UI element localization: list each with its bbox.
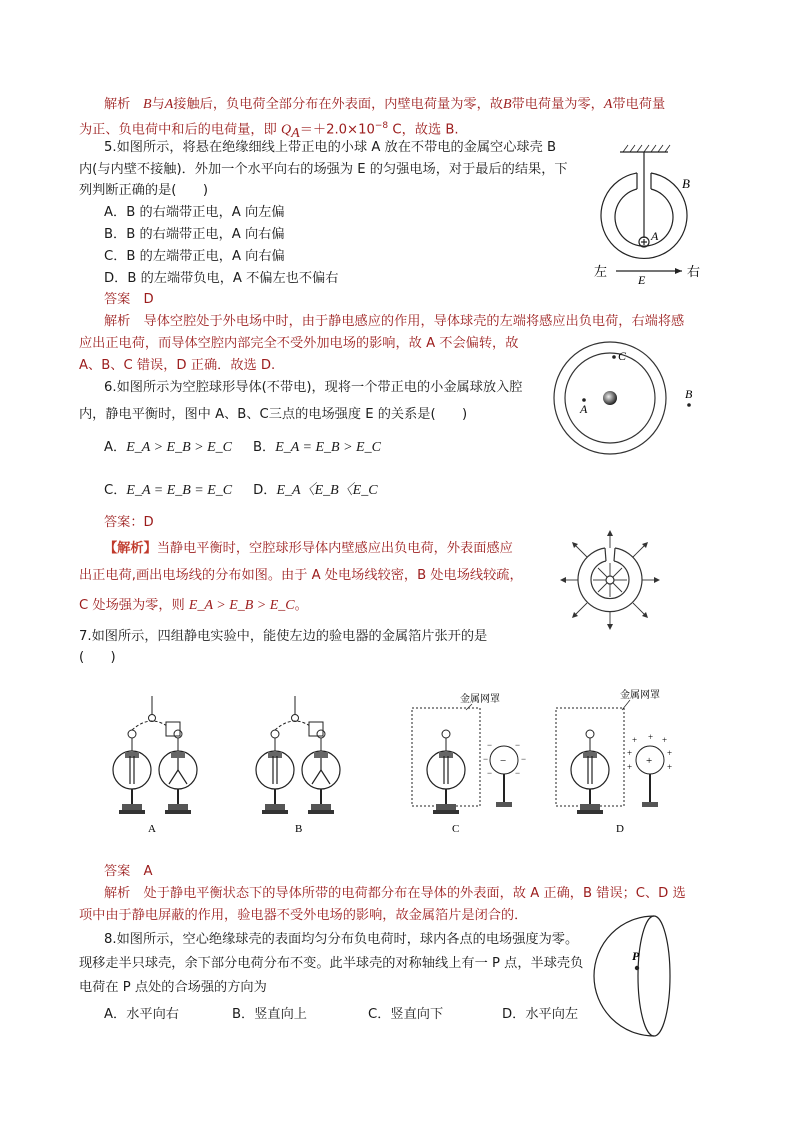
q5-analysis-line1: 解析 导体空腔处于外电场中时，由于静电感应的作用，导体球壳的左端将感应出负电荷，右端将感 <box>104 314 685 329</box>
q6-stem-line1: 6.如图所示为空腔球形导体(不带电)，现将一个带正电的小金属球放入腔 <box>104 380 523 395</box>
svg-text:+: + <box>667 762 673 772</box>
q7-stem-line2: ( ) <box>79 650 116 665</box>
q6-figure <box>552 340 732 470</box>
q5-stem-line1: 5.如图所示，将悬在绝缘细线上带正电的小球 A 放在不带电的金属空心球壳 B <box>104 140 557 155</box>
q6-analysis-line3: C 处场强为零，则 E_A > E_B > E_C。 <box>79 598 308 613</box>
point-p <box>635 966 639 970</box>
q8-stem-line2: 现移走半只球壳，余下部分电荷分布不变。此半球壳的对称轴线上有一 P 点，半球壳负 <box>79 956 584 971</box>
q6-option-b: E_A = E_B > E_C <box>275 440 381 455</box>
setup-a <box>113 696 197 835</box>
q7-stem-line1: 7.如图所示，四组静电实验中，能使左边的验电器的金属箔片张开的是 <box>79 629 488 644</box>
q6-option-d: E_A〈E_B〈E_C <box>276 483 378 498</box>
q6-option-c: E_A = E_B = E_C <box>126 483 233 498</box>
label-b: B <box>682 176 690 191</box>
q7-figure <box>110 690 673 840</box>
hemisphere-rim <box>638 916 670 1036</box>
q5-option-d: D．B 的左端带负电，A 不偏左也不偏右 <box>104 271 339 286</box>
label-left: 左 <box>594 264 608 279</box>
svg-text:−: − <box>487 768 493 778</box>
outer-field-lines <box>562 532 658 628</box>
q5-option-b: B．B 的右端带正电，A 向右偏 <box>104 227 285 242</box>
q6-field-lines-figure <box>560 530 660 630</box>
q8-option-d: D．水平向左 <box>502 1007 579 1022</box>
q6-analysis-line2: 出正电荷,画出电场线的分布如图。由于 A 处电场线较密，B 处电场线较疏， <box>79 568 523 583</box>
svg-text:−: − <box>521 754 527 764</box>
svg-text:P: P <box>632 949 640 963</box>
q8-option-a: A．水平向右 <box>104 1007 179 1022</box>
svg-text:−: − <box>483 754 489 764</box>
svg-text:−: − <box>515 740 521 750</box>
point-c <box>612 355 616 359</box>
q5-stem-line3: 列判断正确的是( ) <box>79 183 208 198</box>
q6-options-ab: A．E_A > E_B > E_C B．E_A = E_B > E_C <box>104 440 381 455</box>
q5-stem-line2: 内(与内壁不接触)．外加一个水平向右的场强为 E 的匀强电场，对于最后的结果，下 <box>79 162 568 177</box>
label-c: C <box>452 823 460 835</box>
charged-ball <box>603 391 617 405</box>
q4-analysis-line1: 解析 B与A接触后，负电荷全部分布在外表面，内壁电荷量为零，故B带电荷量为零，A带电荷量 <box>104 97 666 112</box>
svg-text:C: C <box>618 349 627 363</box>
q6-option-a: E_A > E_B > E_C <box>126 440 232 455</box>
label-d: D <box>616 823 624 835</box>
label-e: E <box>638 273 646 287</box>
svg-text:A: A <box>580 402 588 416</box>
label-a: A <box>651 229 659 243</box>
svg-text:+: + <box>627 748 633 758</box>
setup-d <box>556 688 672 835</box>
label-a: A <box>148 823 156 835</box>
field-arrow-head <box>675 268 682 274</box>
q6-stem-line2: 内，静电平衡时，图中 A、B、C三点的电场强度 E 的关系是( ) <box>79 407 468 422</box>
svg-text:金属网罩: 金属网罩 <box>620 690 660 701</box>
q6-options-cd: C．E_A = E_B = E_C D．E_A〈E_B〈E_C <box>104 483 378 498</box>
hemisphere-arc <box>594 916 654 1036</box>
svg-text:−: − <box>487 740 493 750</box>
analysis-tag: 【解析】 <box>104 541 157 556</box>
setup-b <box>256 696 340 835</box>
q8-stem-line1: 8.如图所示，空心绝缘球壳的表面均匀分布负电荷时，球内各点的电场强度为零。 <box>104 932 579 947</box>
svg-text:+: + <box>627 762 633 772</box>
label-b: B <box>295 823 303 835</box>
q5-figure <box>590 142 710 287</box>
q8-option-c: C．竖直向下 <box>368 1007 444 1022</box>
q8-option-b: B．竖直向上 <box>232 1007 307 1022</box>
point-b <box>687 403 691 407</box>
svg-text:B: B <box>685 387 693 401</box>
q7-answer: 答案 A <box>104 864 153 879</box>
q5-answer: 答案 D <box>104 292 154 307</box>
q8-stem-line3: 电荷在 P 点处的合场强的方向为 <box>79 980 267 995</box>
q6-answer: 答案：D <box>104 515 154 530</box>
q6-analysis-line1: 【解析】当静电平衡时，空腔球形导体内壁感应出负电荷，外表面感应 <box>104 541 513 556</box>
svg-text:+: + <box>632 735 638 745</box>
q4-analysis-line2: 为正、负电荷中和后的电荷量，即 $Q_A=+2.0\times 10^{-8}$ C，故选 B. <box>79 121 459 142</box>
svg-text:金属网罩: 金属网罩 <box>460 694 500 705</box>
center-charge <box>606 576 614 584</box>
svg-text:−: − <box>515 768 521 778</box>
q8-figure <box>612 912 692 1040</box>
svg-text:+: + <box>667 748 673 758</box>
inner-field-lines <box>593 563 627 597</box>
q5-analysis-line3: A、B、C 错误，D 正确．故选 D. <box>79 358 276 373</box>
svg-text:+: + <box>662 735 668 745</box>
q7-analysis-line1: 解析 处于静电平衡状态下的导体所带的电荷都分布在导体的外表面，故 A 正确，B 错误；C、D 选 <box>104 886 686 901</box>
analysis-label: 解析 <box>104 97 131 112</box>
q5-analysis-line2: 应出正电荷，而导体空腔内部完全不受外加电场的影响，故 A 不会偏转，故 <box>79 336 519 351</box>
svg-text:+: + <box>646 755 653 767</box>
q5-option-c: C．B 的左端带正电，A 向右偏 <box>104 249 285 264</box>
ceiling-hatch <box>623 145 670 152</box>
svg-text:+: + <box>648 732 654 742</box>
setup-c <box>412 692 526 835</box>
q5-option-a: A．B 的右端带正电，A 向左偏 <box>104 205 285 220</box>
svg-text:−: − <box>500 755 507 767</box>
q7-analysis-line2: 项中由于静电屏蔽的作用，验电器不受外电场的影响，故金属箔片是闭合的． <box>79 908 528 923</box>
label-right: 右 <box>687 264 701 279</box>
shell-outer <box>578 548 642 612</box>
